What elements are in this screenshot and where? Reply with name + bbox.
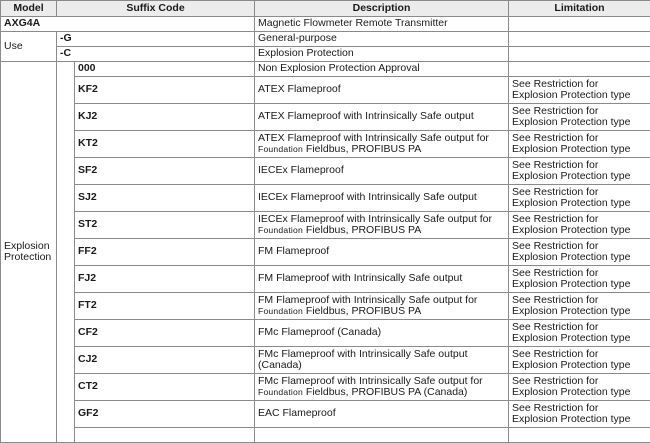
ex-limitation: See Restriction for Explosion Protection type <box>509 158 650 185</box>
ex-code: KT2 <box>75 131 255 158</box>
ex-row-overflow <box>1 428 650 443</box>
ex-code: KF2 <box>75 77 255 104</box>
ex-limitation: See Restriction for Explosion Protection type <box>509 293 650 320</box>
ex-limitation: See Restriction for Explosion Protection type <box>509 266 650 293</box>
use-row-g <box>1 32 650 47</box>
indent-cell <box>57 62 75 443</box>
ex-limitation: See Restriction for Explosion Protection type <box>509 131 650 158</box>
ex-code: CF2 <box>75 320 255 347</box>
ex-description: IECEx Flameproof with Intrinsically Safe output <box>255 185 509 212</box>
ex-row-sj2 <box>1 185 650 212</box>
ex-description: EAC Flameproof <box>255 401 509 428</box>
ex-code: SJ2 <box>75 185 255 212</box>
ex-description: FM Flameproof <box>255 239 509 266</box>
explosion-protection-label: Explosion Protection <box>1 62 57 443</box>
use-code-g: -G <box>57 32 255 47</box>
ex-limitation: See Restriction for Explosion Protection type <box>509 212 650 239</box>
foundation-smallcaps: Foundation <box>258 144 303 154</box>
ex-code <box>75 428 255 443</box>
header-model: Model <box>1 1 57 17</box>
ex-row-ct2 <box>1 374 650 401</box>
use-description-g: General-purpose <box>255 32 509 47</box>
ex-limitation: See Restriction for Explosion Protection type <box>509 239 650 266</box>
model-code: AXG4A <box>1 17 255 32</box>
header-limitation: Limitation <box>509 1 650 17</box>
ex-row-sf2 <box>1 158 650 185</box>
ex-limitation <box>509 428 650 443</box>
header-description: Description <box>255 1 509 17</box>
header-suffix-code: Suffix Code <box>57 1 255 17</box>
use-description-c: Explosion Protection <box>255 47 509 62</box>
ex-code: CT2 <box>75 374 255 401</box>
ex-description: FM Flameproof with Intrinsically Safe output for Foundation Fieldbus, PROFIBUS PA <box>255 293 509 320</box>
ex-description <box>255 428 509 443</box>
ex-description: IECEx Flameproof <box>255 158 509 185</box>
ex-row-kf2 <box>1 77 650 104</box>
ex-row-st2 <box>1 212 650 239</box>
ex-code: FT2 <box>75 293 255 320</box>
ex-limitation: See Restriction for Explosion Protection type <box>509 320 650 347</box>
foundation-smallcaps: Foundation <box>258 306 303 316</box>
header-row <box>1 1 650 17</box>
ex-description: ATEX Flameproof with Intrinsically Safe output <box>255 104 509 131</box>
ex-limitation <box>509 62 650 77</box>
ex-description: Non Explosion Protection Approval <box>255 62 509 77</box>
ex-description: FMc Flameproof (Canada) <box>255 320 509 347</box>
use-row-c <box>1 47 650 62</box>
ex-row-cf2 <box>1 320 650 347</box>
ex-row-kj2 <box>1 104 650 131</box>
ex-row-ft2 <box>1 293 650 320</box>
ex-row-cj2 <box>1 347 650 374</box>
use-limitation-g <box>509 32 650 47</box>
ex-description: FM Flameproof with Intrinsically Safe output <box>255 266 509 293</box>
ex-row-gf2 <box>1 401 650 428</box>
ex-code: FJ2 <box>75 266 255 293</box>
ex-row-000 <box>1 62 650 77</box>
use-label: Use <box>1 32 57 62</box>
ex-code: GF2 <box>75 401 255 428</box>
ex-limitation: See Restriction for Explosion Protection type <box>509 374 650 401</box>
ex-description: FMc Flameproof with Intrinsically Safe output (Canada) <box>255 347 509 374</box>
model-row <box>1 17 650 32</box>
model-description: Magnetic Flowmeter Remote Transmitter <box>255 17 509 32</box>
ex-description: IECEx Flameproof with Intrinsically Safe output for Foundation Fieldbus, PROFIBUS PA <box>255 212 509 239</box>
ex-description: ATEX Flameproof with Intrinsically Safe output for Foundation Fieldbus, PROFIBUS PA <box>255 131 509 158</box>
ex-description: FMc Flameproof with Intrinsically Safe output for Foundation Fieldbus, PROFIBUS PA (Canada) <box>255 374 509 401</box>
ex-row-ff2 <box>1 239 650 266</box>
ex-limitation: See Restriction for Explosion Protection type <box>509 401 650 428</box>
ex-code: CJ2 <box>75 347 255 374</box>
ex-limitation: See Restriction for Explosion Protection type <box>509 185 650 212</box>
ex-limitation: See Restriction for Explosion Protection type <box>509 347 650 374</box>
foundation-smallcaps: Foundation <box>258 225 303 235</box>
use-code-c: -C <box>57 47 255 62</box>
ex-row-kt2 <box>1 131 650 158</box>
ex-code: SF2 <box>75 158 255 185</box>
ex-row-fj2 <box>1 266 650 293</box>
ex-code: FF2 <box>75 239 255 266</box>
ex-code: 000 <box>75 62 255 77</box>
ex-limitation: See Restriction for Explosion Protection type <box>509 104 650 131</box>
use-limitation-c <box>509 47 650 62</box>
ex-description: ATEX Flameproof <box>255 77 509 104</box>
ex-code: KJ2 <box>75 104 255 131</box>
ex-code: ST2 <box>75 212 255 239</box>
foundation-smallcaps: Foundation <box>258 387 303 397</box>
ex-limitation: See Restriction for Explosion Protection type <box>509 77 650 104</box>
model-limitation <box>509 17 650 32</box>
